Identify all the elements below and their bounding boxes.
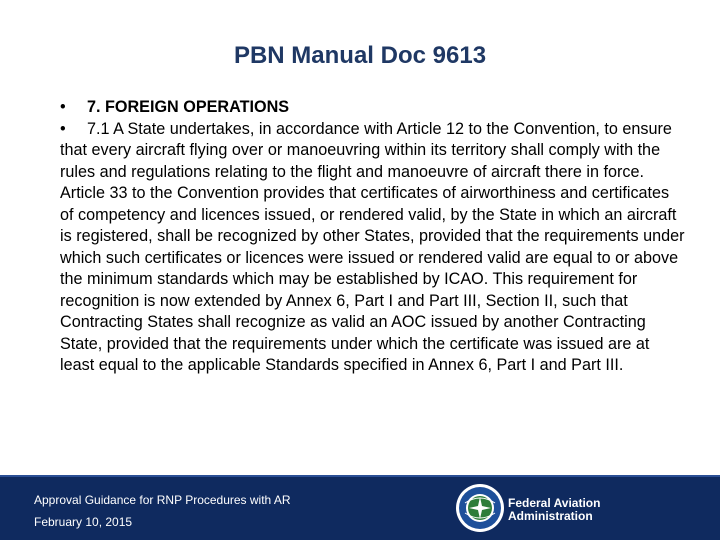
slide-title: PBN Manual Doc 9613 bbox=[233, 42, 487, 69]
agency-name bbox=[508, 497, 600, 523]
bullet-heading bbox=[60, 97, 685, 119]
agency-name-line1: Federal Aviation bbox=[508, 496, 601, 510]
bullet-paragraph bbox=[60, 119, 685, 377]
slide-body bbox=[60, 97, 685, 377]
footer-program-title: Approval Guidance for RNP Procedures with AR bbox=[34, 493, 291, 507]
bullet-glyph: • bbox=[60, 98, 66, 116]
paragraph-text: 7.1 A State undertakes, in accordance with Article 12 to the Convention, to ensure that every aircraft flying over or manoeuvring within its territory shall comply with the rules and regulations relating to the flight and manoeuvre of aircraft there in force. Article 33 to the Convention provides that certificates of airworthiness and certificates of competency and licences issued, or rendered valid, by the State in which an aircraft is registered, shall be recognized by other States, provided that the requirements under which such certificates or licences were issued or rendered valid are equal to or above the minimum standards which may be established by ICAO. This requirement for recognition is now extended by Annex 6, Part I and Part III, Section II, such that Contracting States shall recognize as valid an AOC issued by another Contracting State, provided that the requirements under which the certificate was issued are at least equal to the applicable Standards specified in Annex 6, Part I and Part III. bbox=[60, 119, 685, 374]
footer-bar bbox=[0, 475, 720, 540]
faa-seal-icon bbox=[455, 483, 505, 533]
agency-name-line2: Administration bbox=[508, 509, 593, 523]
footer-divider bbox=[0, 475, 720, 477]
bullet-glyph: • bbox=[60, 119, 66, 138]
section-heading: 7. FOREIGN OPERATIONS bbox=[87, 98, 290, 116]
footer-date: February 10, 2015 bbox=[34, 515, 133, 529]
